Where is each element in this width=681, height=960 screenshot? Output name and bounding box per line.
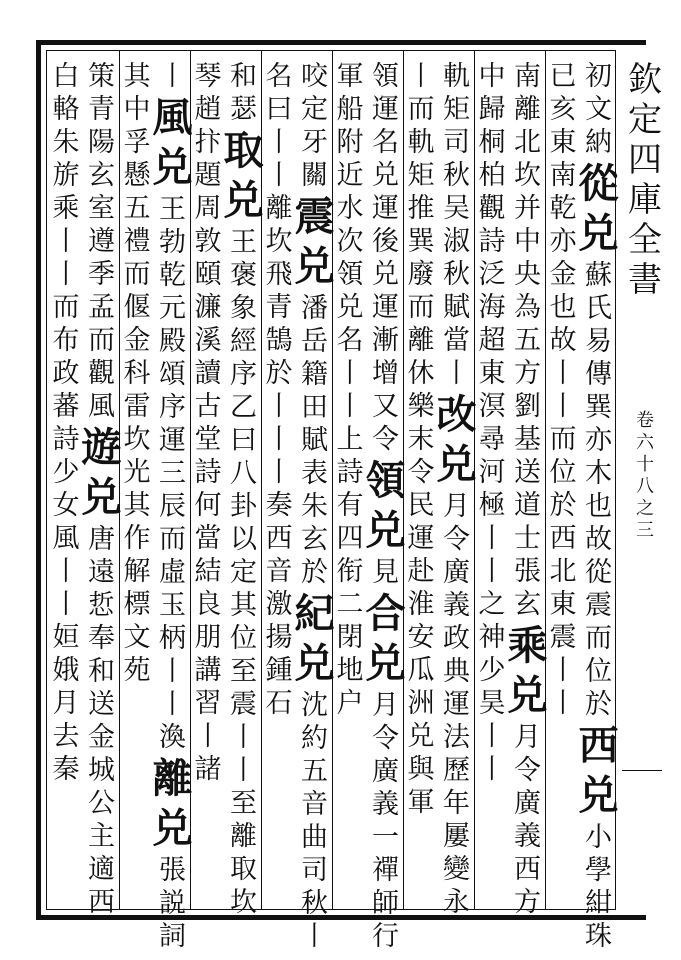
text-column: 已 亥 東 南 乾 亦 金 也 故 丨 丨 而 位 於 西 北 東 震 丨 丨 xyxy=(549,61,577,719)
text-column: 中 歸 桐 柏 觀 詩 泛 海 超 東 溟 尋 河 極 丨 丨 之 神 少 昊 丨 丨 xyxy=(478,61,506,785)
margin-column xyxy=(620,60,670,900)
text-column: 丨 而 軌 矩 推 巽 廢 而 離 休 樂 末 令 民 運 赴 淮 安 瓜 洲 兑 與 軍 xyxy=(407,61,435,818)
text-column: 咬 定 牙 關 震 兑 潘 岳 籍 田 賦 表 朱 玄 於 紀 兑 沈 約 五 音 曲 司 秋 丨 xyxy=(294,61,335,952)
book-title: 欽 定 四 庫 全 書 xyxy=(628,60,662,300)
text-column: 初 文 納 從 兑 蘇 氏 易 傳 巽 亦 木 也 故 從 震 而 位 於 西 兑 小 學 紺 珠 xyxy=(578,61,619,952)
text-column: 軍 船 附 近 水 次 領 兑 名 丨 丨 上 詩 有 四 衔 二 閉 地 户 xyxy=(336,61,364,719)
text-column: 其 中 孚 懸 五 禮 而 偃 金 科 雷 坎 光 其 作 解 標 文 苑 xyxy=(123,61,151,686)
text-column: 丨 風 兑 王 勃 乾 元 殿 頌 序 運 三 辰 而 虛 玉 柄 丨 丨 渙 離 兑 張 説 詞 xyxy=(152,61,193,952)
text-column: 名 曰 丨 丨 離 坎 飛 青 鵠 於 丨 丨 丨 奏 西 音 激 揚 鍾 石 xyxy=(265,61,293,719)
margin-rule xyxy=(622,770,662,771)
text-column: 琴 趙 抃 題 周 敦 頤 濂 溪 讀 古 堂 詩 何 當 結 良 朋 講 習 丨 諸 xyxy=(194,61,222,785)
text-column: 軌 矩 司 秋 吴 淑 秋 賦 當 丨 改 兑 月 令 廣 義 政 典 運 法 歷 年 屢 變 永 xyxy=(436,61,477,918)
text-column: 南 離 北 坎 并 中 央 為 五 方 劉 基 送 道 士 張 玄 乘 兑 月 令 廣 義 西 方 xyxy=(507,61,548,918)
text-column: 策 青 陽 玄 室 遵 季 孟 而 觀 風 遊 兑 唐 遠 悊 奉 和 送 金 城 公 主 適 西 xyxy=(81,61,122,918)
text-column: 領 運 名 兑 運 後 兑 運 漸 增 又 令 領 兑 見 合 兑 月 令 廣 義 一 禪 師 行 xyxy=(365,61,406,952)
section-label: 卷 六 十 八 之 三 xyxy=(636,410,654,541)
text-column: 和 瑟 取 兑 王 褒 象 經 序 乙 曰 八 卦 以 定 其 位 至 震 丨 丨 至 離 取 坎 xyxy=(223,61,264,918)
text-column: 白 輅 朱 旂 乘 丨 丨 而 布 政 蕃 詩 少 女 風 丨 丨 姮 娥 月 去 秦 xyxy=(52,61,80,785)
